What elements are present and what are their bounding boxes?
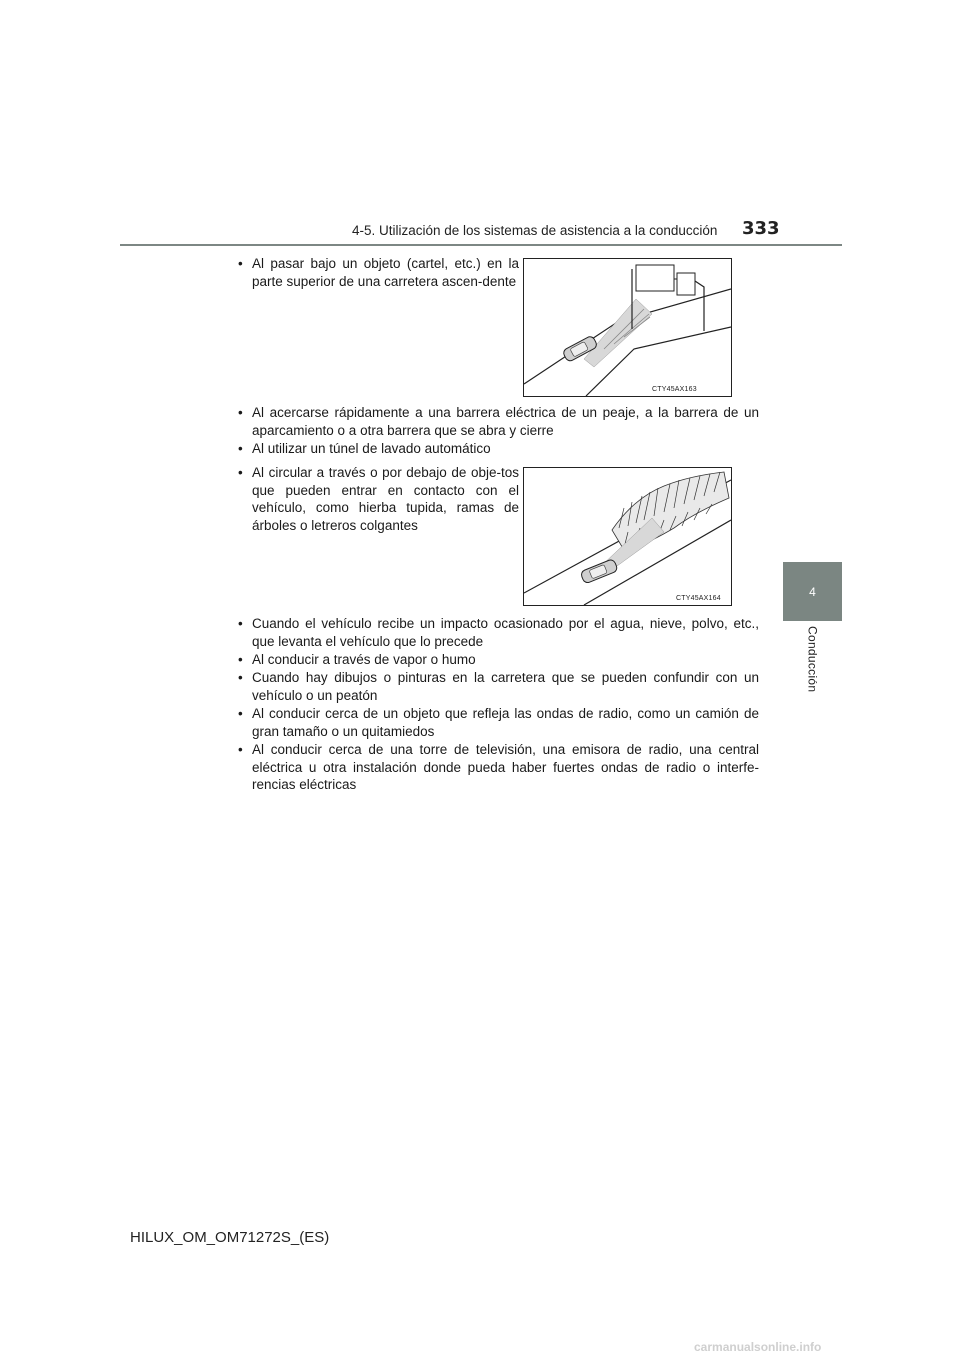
bullet-item xyxy=(238,651,759,669)
bullet-symbol: • xyxy=(238,652,243,667)
bullet-text: Al acercarse rápidamente a una barrera eléctrica de un peaje, a la barrera de un aparcamiento o a otra barrera que se abra y cierre xyxy=(252,405,759,438)
bullet-symbol: • xyxy=(238,670,243,685)
figure-code: CTY45AX163 xyxy=(652,386,697,393)
chapter-number: 4 xyxy=(809,584,816,599)
bullet-item xyxy=(238,615,759,650)
watermark: carmanualsonline.info xyxy=(694,1340,822,1354)
bullet-text: Al conducir cerca de una torre de televisión, una emisora de radio, una central eléctrica u otra instalación donde pueda haber fuertes ondas de radio o interfe-rencias eléctricas xyxy=(252,742,759,792)
bullet-item xyxy=(238,404,759,439)
bullet-text: Al circular a través o por debajo de obje-tos que pueden entrar en contacto con el vehículo, como hierba tupida, ramas de árboles o letreros colgantes xyxy=(252,465,519,533)
bullet-text: Al utilizar un túnel de lavado automático xyxy=(252,441,491,456)
bullet-symbol: • xyxy=(238,405,243,420)
header-divider xyxy=(120,244,842,246)
bullet-symbol: • xyxy=(238,256,243,271)
bullet-symbol: • xyxy=(238,742,243,757)
bullet-item xyxy=(238,741,759,794)
page-number: 333 xyxy=(742,218,780,239)
bullet-item xyxy=(238,255,519,290)
figure-overhead-sign xyxy=(523,258,732,397)
bullet-text: Al conducir cerca de un objeto que refleja las ondas de radio, como un camión de gran tamaño o un quitamiedos xyxy=(252,706,759,739)
bullet-text: Cuando el vehículo recibe un impacto ocasionado por el agua, nieve, polvo, etc., que levanta el vehículo que lo precede xyxy=(252,616,759,649)
bullet-symbol: • xyxy=(238,465,243,480)
bullet-text: Al conducir a través de vapor o humo xyxy=(252,652,476,667)
chapter-tab[interactable] xyxy=(783,562,842,621)
bullet-text: Al pasar bajo un objeto (cartel, etc.) en la parte superior de una carretera ascen-dente xyxy=(252,256,519,289)
bullet-text: Cuando hay dibujos o pinturas en la carretera que se pueden confundir con un vehículo o un peatón xyxy=(252,670,759,703)
overhead-sign-illustration xyxy=(524,259,731,396)
bullet-item xyxy=(238,464,519,534)
bullet-item xyxy=(238,440,759,458)
figure-vegetation xyxy=(523,467,732,606)
bullet-symbol: • xyxy=(238,441,243,456)
bullet-symbol: • xyxy=(238,706,243,721)
footer-doc-code: HILUX_OM_OM71272S_(ES) xyxy=(130,1229,330,1246)
bullet-symbol: • xyxy=(238,616,243,631)
section-title: 4-5. Utilización de los sistemas de asistencia a la conducción xyxy=(352,223,718,238)
chapter-label: Conducción xyxy=(805,626,820,693)
bullet-item xyxy=(238,705,759,740)
figure-code: CTY45AX164 xyxy=(676,595,721,602)
chapter-label-wrap xyxy=(783,626,842,706)
vegetation-illustration xyxy=(524,468,731,605)
bullet-item xyxy=(238,669,759,704)
